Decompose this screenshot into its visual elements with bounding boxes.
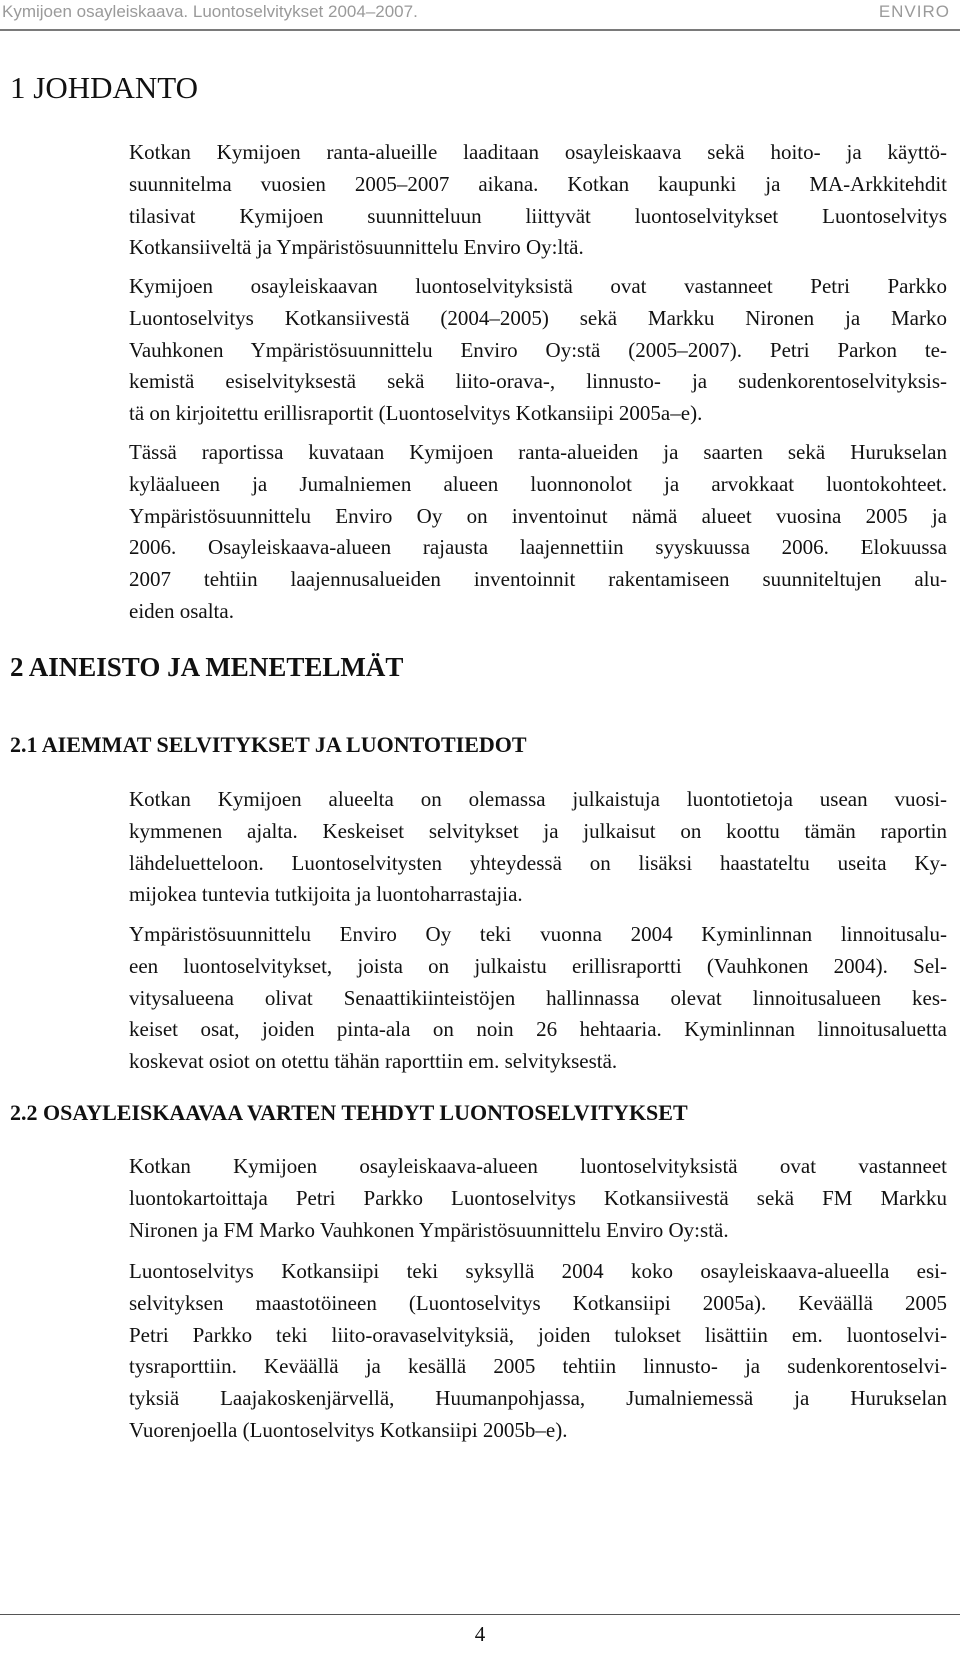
text-line: Tässä raportissa kuvataan Kymijoen ranta-alueiden ja saarten sekä Hurukselan <box>129 440 947 464</box>
text-line: vitysalueena olivat Senaattikiinteistöjen hallinnassa olevat linnoitusalueen kes- <box>129 985 947 1010</box>
text-line: keiset osat, joiden pinta-ala on noin 26 hehtaaria. Kyminlinnan linnoitusaluetta <box>129 1017 947 1042</box>
text-line: Nironen ja FM Marko Vauhkonen Ympäristösuunnittelu Enviro Oy:stä. <box>129 1217 729 1242</box>
paragraph-aiemmat-1 <box>129 784 947 911</box>
text-line: Kotkan Kymijoen ranta-alueille laaditaan osayleiskaava sekä hoito- ja käyttö- <box>129 140 947 164</box>
header-title: Kymijoen osayleiskaava. Luontoselvitykset 2004–2007. <box>2 2 418 21</box>
text-line: lähdeluetteloon. Luontoselvitysten yhteydessä on lisäksi haastateltu useita Ky- <box>129 850 947 875</box>
text-line: Ympäristösuunnittelu Enviro Oy on inventoinut nämä alueet vuosina 2005 ja <box>129 503 947 528</box>
text-line: Vauhkonen Ympäristösuunnittelu Enviro Oy:stä (2005–2007). Petri Parkon te- <box>129 337 947 362</box>
text-line: eiden osalta. <box>129 598 234 623</box>
paragraph-aiemmat-2 <box>129 919 947 1078</box>
text-line: kymmenen ajalta. Keskeiset selvitykset ja julkaisut on koottu tämän raportin <box>129 818 947 843</box>
enviro-logo: ENVIRO <box>878 2 950 21</box>
footer-divider <box>0 1614 960 1615</box>
text-line: Kymijoen osayleiskaavan luontoselvityksistä ovat vastanneet Petri Parkko <box>129 274 947 298</box>
paragraph-intro-3 <box>129 437 947 628</box>
paragraph-intro-2 <box>129 271 947 430</box>
text-line: kemistä esiselvityksestä sekä liito-orava-, linnusto- ja sudenkorentoselvityksis- <box>129 369 947 394</box>
page-number: 4 <box>474 1622 486 1646</box>
text-line: luontokartoittaja Petri Parkko Luontoselvitys Kotkansiivestä sekä FM Markku <box>129 1185 947 1210</box>
text-line: Vuorenjoella (Luontoselvitys Kotkansiipi 2005b–e). <box>129 1417 568 1442</box>
text-line: koskevat osiot on otettu tähän raporttiin em. selvityksestä. <box>129 1049 618 1074</box>
text-line: tysraporttiin. Keväällä ja kesällä 2005 tehtiin linnusto- ja sudenkorentoselvi- <box>129 1354 947 1379</box>
heading-aiemmat-selvitykset: 2.1 AIEMMAT SELVITYKSET JA LUONTOTIEDOT <box>10 732 527 757</box>
text-line: kyläalueen ja Jumalniemen alueen luonnonolot ja arvokkaat luontokohteet. <box>129 471 947 496</box>
paragraph-osayleiskaava-1 <box>129 1151 947 1246</box>
heading-aineisto: 2 AINEISTO JA MENETELMÄT <box>10 652 404 682</box>
text-line: tilasivat Kymijoen suunnitteluun liittyvät luontoselvitykset Luontoselvitys <box>129 203 947 228</box>
text-line: tyksiä Laajakoskenjärvellä, Huumanpohjassa, Jumalniemessä ja Hurukselan <box>129 1386 947 1411</box>
header-divider <box>0 29 960 31</box>
text-line: Luontoselvitys Kotkansiipi teki syksyllä 2004 koko osayleiskaava-alueella esi- <box>129 1259 947 1283</box>
text-line: suunnitelma vuosien 2005–2007 aikana. Kotkan kaupunki ja MA-Arkkitehdit <box>129 171 947 196</box>
heading-osayleiskaavaa-varten: 2.2 OSAYLEISKAAVAA VARTEN TEHDYT LUONTOSELVITYKSET <box>10 1100 688 1125</box>
text-line: Kotkansiiveltä ja Ympäristösuunnittelu Enviro Oy:ltä. <box>129 235 584 260</box>
text-line: Kotkan Kymijoen alueelta on olemassa julkaistuja luontotietoja usean vuosi- <box>129 787 947 811</box>
heading-johdanto: 1 JOHDANTO <box>10 70 199 105</box>
text-line: mijokea tuntevia tutkijoita ja luontoharrastajia. <box>129 882 523 907</box>
text-line: Kotkan Kymijoen osayleiskaava-alueen luontoselvityksistä ovat vastanneet <box>129 1154 947 1178</box>
text-line: 2007 tehtiin laajennusalueiden inventoinnit rakentamiseen suunniteltujen alu- <box>129 567 947 592</box>
paragraph-osayleiskaava-2 <box>129 1256 947 1447</box>
text-line: tä on kirjoitettu erillisraportit (Luontoselvitys Kotkansiipi 2005a–e). <box>129 401 703 426</box>
text-line: Luontoselvitys Kotkansiivestä (2004–2005) sekä Markku Nironen ja Marko <box>129 305 947 330</box>
text-line: Ympäristösuunnittelu Enviro Oy teki vuonna 2004 Kyminlinnan linnoitusalu- <box>129 922 947 946</box>
paragraph-intro-1 <box>129 137 947 264</box>
text-line: een luontoselvitykset, joista on julkaistu erillisraportti (Vauhkonen 2004). Sel- <box>129 953 947 978</box>
page-header <box>0 0 960 34</box>
text-line: 2006. Osayleiskaava-alueen rajausta laajennettiin syyskuussa 2006. Elokuussa <box>129 535 947 560</box>
text-line: Petri Parkko teki liito-oravaselvityksiä, joiden tulokset lisättiin em. luontoselvi- <box>129 1322 947 1347</box>
text-line: selvityksen maastotöineen (Luontoselvitys Kotkansiipi 2005a). Keväällä 2005 <box>129 1290 947 1315</box>
